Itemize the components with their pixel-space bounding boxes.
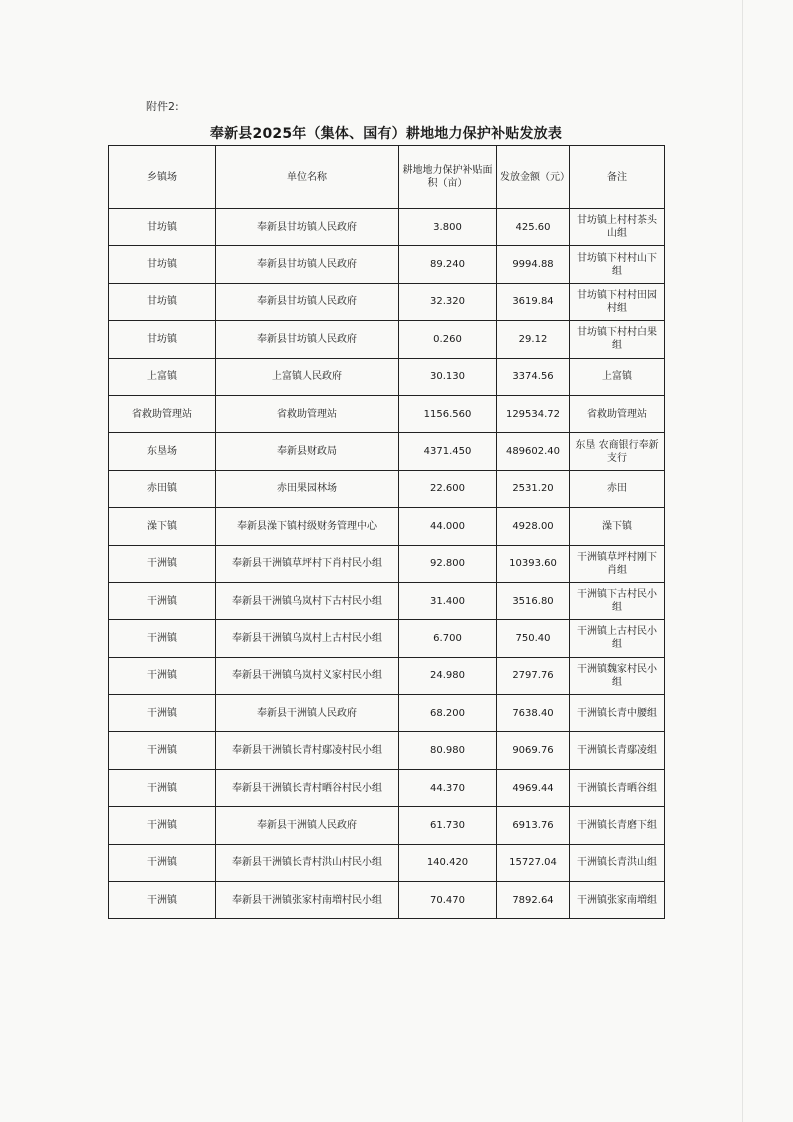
cell-area: 80.980 (399, 732, 497, 769)
cell-area: 4371.450 (399, 433, 497, 470)
cell-area: 70.470 (399, 882, 497, 919)
cell-amount: 3516.80 (497, 582, 570, 619)
cell-amount: 15727.04 (497, 844, 570, 881)
table-row (109, 470, 665, 507)
header-township: 乡镇场 (109, 146, 216, 209)
table-row (109, 882, 665, 919)
cell-area: 1156.560 (399, 395, 497, 432)
cell-township: 干洲镇 (109, 882, 216, 919)
cell-unit-name: 奉新县甘坊镇人民政府 (216, 209, 399, 246)
cell-amount: 9069.76 (497, 732, 570, 769)
cell-township: 干洲镇 (109, 769, 216, 806)
cell-township: 干洲镇 (109, 807, 216, 844)
cell-area: 61.730 (399, 807, 497, 844)
scan-edge-line (742, 0, 743, 1122)
table-row (109, 807, 665, 844)
cell-unit-name: 奉新县甘坊镇人民政府 (216, 283, 399, 320)
cell-area: 31.400 (399, 582, 497, 619)
attachment-label: 附件2: (146, 100, 179, 113)
cell-area: 44.370 (399, 769, 497, 806)
cell-township: 东垦场 (109, 433, 216, 470)
cell-remarks: 干洲镇长青鄢凌组 (570, 732, 665, 769)
table-row (109, 321, 665, 358)
cell-township: 上富镇 (109, 358, 216, 395)
cell-area: 68.200 (399, 695, 497, 732)
cell-remarks: 甘坊镇下村村白果组 (570, 321, 665, 358)
cell-area: 44.000 (399, 508, 497, 545)
cell-area: 32.320 (399, 283, 497, 320)
cell-area: 140.420 (399, 844, 497, 881)
document-title: 奉新县2025年（集体、国有）耕地地力保护补贴发放表 (209, 126, 563, 142)
cell-unit-name: 奉新县干洲镇人民政府 (216, 807, 399, 844)
table-row (109, 844, 665, 881)
cell-amount: 3374.56 (497, 358, 570, 395)
cell-unit-name: 奉新县干洲镇乌岚村义家村民小组 (216, 657, 399, 694)
table-row (109, 732, 665, 769)
subsidy-table (108, 145, 665, 919)
cell-township: 澡下镇 (109, 508, 216, 545)
cell-remarks: 甘坊镇下村村田园村组 (570, 283, 665, 320)
cell-area: 3.800 (399, 209, 497, 246)
header-remarks: 备注 (570, 146, 665, 209)
cell-unit-name: 赤田果园林场 (216, 470, 399, 507)
cell-area: 92.800 (399, 545, 497, 582)
cell-amount: 4969.44 (497, 769, 570, 806)
cell-amount: 7638.40 (497, 695, 570, 732)
header-area: 耕地地力保护补贴面积（亩） (399, 146, 497, 209)
cell-amount: 4928.00 (497, 508, 570, 545)
cell-township: 甘坊镇 (109, 321, 216, 358)
cell-area: 22.600 (399, 470, 497, 507)
cell-township: 甘坊镇 (109, 283, 216, 320)
cell-amount: 2531.20 (497, 470, 570, 507)
cell-remarks: 干洲镇草坪村刚下肖组 (570, 545, 665, 582)
cell-township: 干洲镇 (109, 844, 216, 881)
cell-remarks: 甘坊镇上村村茶头山组 (570, 209, 665, 246)
cell-township: 甘坊镇 (109, 246, 216, 283)
cell-remarks: 干洲镇上古村民小组 (570, 620, 665, 657)
cell-township: 赤田镇 (109, 470, 216, 507)
cell-remarks: 干洲镇长青中腰组 (570, 695, 665, 732)
cell-unit-name: 奉新县干洲镇乌岚村上古村民小组 (216, 620, 399, 657)
cell-township: 干洲镇 (109, 620, 216, 657)
cell-unit-name: 省救助管理站 (216, 395, 399, 432)
cell-remarks: 干洲镇下古村民小组 (570, 582, 665, 619)
table-row (109, 508, 665, 545)
cell-unit-name: 奉新县干洲镇长青村晒谷村民小组 (216, 769, 399, 806)
cell-remarks: 赤田 (570, 470, 665, 507)
cell-remarks: 干洲镇长青磨下组 (570, 807, 665, 844)
table-row (109, 545, 665, 582)
cell-area: 0.260 (399, 321, 497, 358)
cell-amount: 9994.88 (497, 246, 570, 283)
table-row (109, 246, 665, 283)
table-row (109, 620, 665, 657)
cell-remarks: 干洲镇魏家村民小组 (570, 657, 665, 694)
cell-unit-name: 上富镇人民政府 (216, 358, 399, 395)
cell-unit-name: 奉新县澡下镇村级财务管理中心 (216, 508, 399, 545)
cell-amount: 7892.64 (497, 882, 570, 919)
cell-amount: 129534.72 (497, 395, 570, 432)
cell-remarks: 干洲镇张家南増组 (570, 882, 665, 919)
cell-unit-name: 奉新县财政局 (216, 433, 399, 470)
header-unit-name: 单位名称 (216, 146, 399, 209)
cell-unit-name: 奉新县甘坊镇人民政府 (216, 246, 399, 283)
table-row (109, 695, 665, 732)
cell-township: 干洲镇 (109, 545, 216, 582)
cell-amount: 2797.76 (497, 657, 570, 694)
cell-township: 干洲镇 (109, 732, 216, 769)
cell-township: 省救助管理站 (109, 395, 216, 432)
cell-amount: 489602.40 (497, 433, 570, 470)
cell-remarks: 澡下镇 (570, 508, 665, 545)
header-amount: 发放金额（元） (497, 146, 570, 209)
table-row (109, 395, 665, 432)
table-row (109, 283, 665, 320)
cell-remarks: 干洲镇长青晒谷组 (570, 769, 665, 806)
cell-remarks: 东垦 农商银行奉新支行 (570, 433, 665, 470)
cell-amount: 3619.84 (497, 283, 570, 320)
table-row (109, 657, 665, 694)
table-row (109, 358, 665, 395)
cell-unit-name: 奉新县甘坊镇人民政府 (216, 321, 399, 358)
cell-unit-name: 奉新县干洲镇长青村洪山村民小组 (216, 844, 399, 881)
table-header-row (109, 146, 665, 209)
table-row (109, 769, 665, 806)
cell-area: 6.700 (399, 620, 497, 657)
cell-township: 干洲镇 (109, 582, 216, 619)
cell-unit-name: 奉新县干洲镇长青村鄢凌村民小组 (216, 732, 399, 769)
cell-amount: 29.12 (497, 321, 570, 358)
table-body (109, 209, 665, 919)
cell-unit-name: 奉新县干洲镇草坪村下肖村民小组 (216, 545, 399, 582)
cell-remarks: 省救助管理站 (570, 395, 665, 432)
cell-amount: 425.60 (497, 209, 570, 246)
cell-area: 24.980 (399, 657, 497, 694)
cell-amount: 6913.76 (497, 807, 570, 844)
cell-remarks: 干洲镇长青洪山组 (570, 844, 665, 881)
cell-township: 甘坊镇 (109, 209, 216, 246)
cell-amount: 750.40 (497, 620, 570, 657)
cell-unit-name: 奉新县干洲镇人民政府 (216, 695, 399, 732)
cell-remarks: 上富镇 (570, 358, 665, 395)
cell-area: 30.130 (399, 358, 497, 395)
cell-area: 89.240 (399, 246, 497, 283)
table-row (109, 582, 665, 619)
table-row (109, 433, 665, 470)
cell-amount: 10393.60 (497, 545, 570, 582)
cell-unit-name: 奉新县干洲镇乌岚村下古村民小组 (216, 582, 399, 619)
table-row (109, 209, 665, 246)
cell-township: 干洲镇 (109, 657, 216, 694)
cell-township: 干洲镇 (109, 695, 216, 732)
cell-unit-name: 奉新县干洲镇张家村南増村民小组 (216, 882, 399, 919)
cell-remarks: 甘坊镇下村村山下组 (570, 246, 665, 283)
